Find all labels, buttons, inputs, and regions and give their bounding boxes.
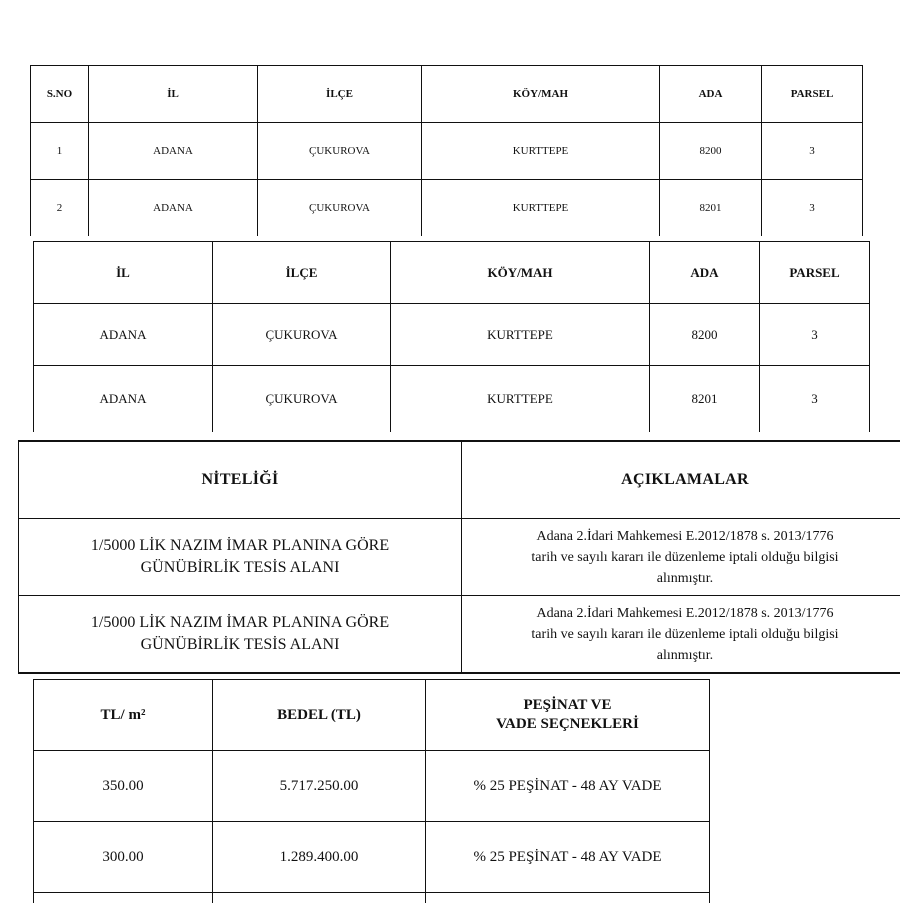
header-ada: ADA [660, 66, 762, 123]
header-koy-mah: KÖY/MAH [422, 66, 660, 123]
cell-ilce: ÇUKUROVA [258, 123, 422, 180]
niteligi-line: 1/5000 LİK NAZIM İMAR PLANINA GÖRE [19, 535, 461, 557]
aciklama-line: alınmıştır. [466, 645, 900, 666]
cell-koy-mah: KURTTEPE [391, 304, 650, 366]
table-row [34, 366, 870, 433]
cell-sno: 2 [31, 180, 89, 237]
cell-ada: 8201 [650, 366, 760, 433]
cell-il: ADANA [89, 180, 258, 237]
aciklama-line: Adana 2.İdari Mahkemesi E.2012/1878 s. 2013/1776 [466, 526, 900, 547]
header-parsel: PARSEL [762, 66, 863, 123]
cell-parsel: 3 [760, 366, 870, 433]
header-bedel: BEDEL (TL) [213, 680, 426, 751]
price-table [33, 679, 710, 903]
cell-ilce: ÇUKUROVA [258, 180, 422, 237]
cell-pesinat-vade: % 25 PEŞİNAT - 48 AY VADE [426, 751, 710, 822]
table-header-row [19, 441, 900, 519]
cell-tl-m2: 350.00 [34, 751, 213, 822]
table-row [34, 751, 710, 822]
cell-koy-mah: KURTTEPE [422, 180, 660, 237]
cell-koy-mah: KURTTEPE [422, 123, 660, 180]
niteligi-line: GÜNÜBİRLİK TESİS ALANI [19, 557, 461, 579]
niteligi-line: GÜNÜBİRLİK TESİS ALANI [19, 634, 461, 656]
table-row [34, 304, 870, 366]
cell-niteligi [19, 596, 462, 674]
cell-il: ADANA [34, 366, 213, 433]
cell-koy-mah: KURTTEPE [391, 366, 650, 433]
cell-il: ADANA [34, 304, 213, 366]
cell-empty [426, 893, 710, 903]
header-tl-m2: TL/ m² [34, 680, 213, 751]
cell-parsel: 3 [762, 180, 863, 237]
cell-bedel: 5.717.250.00 [213, 751, 426, 822]
header-il: İL [89, 66, 258, 123]
cell-empty [34, 893, 213, 903]
cell-ilce: ÇUKUROVA [213, 366, 391, 433]
cell-ilce: ÇUKUROVA [213, 304, 391, 366]
cell-parsel: 3 [760, 304, 870, 366]
description-table [18, 440, 900, 674]
cell-bedel: 1.289.400.00 [213, 822, 426, 893]
table-row [19, 596, 900, 674]
header-ilce: İLÇE [258, 66, 422, 123]
parcel-table-1 [30, 65, 863, 236]
cell-tl-m2: 300.00 [34, 822, 213, 893]
parcel-table-2 [33, 241, 870, 432]
header-ada: ADA [650, 242, 760, 304]
table-row [31, 180, 863, 237]
cell-ada: 8200 [650, 304, 760, 366]
table-row [34, 822, 710, 893]
cell-parsel: 3 [762, 123, 863, 180]
header-niteligi: NİTELİĞİ [19, 441, 462, 519]
table-row [31, 123, 863, 180]
niteligi-line: 1/5000 LİK NAZIM İMAR PLANINA GÖRE [19, 612, 461, 634]
table-header-row [34, 680, 710, 751]
table-row [19, 519, 900, 596]
cell-ada: 8201 [660, 180, 762, 237]
table-row-partial [34, 893, 710, 903]
aciklama-line: tarih ve sayılı kararı ile düzenleme iptali olduğu bilgisi [466, 624, 900, 645]
cell-empty [213, 893, 426, 903]
header-parsel: PARSEL [760, 242, 870, 304]
header-aciklamalar: AÇIKLAMALAR [462, 441, 900, 519]
table-header-row [31, 66, 863, 123]
cell-il: ADANA [89, 123, 258, 180]
aciklama-line: Adana 2.İdari Mahkemesi E.2012/1878 s. 2013/1776 [466, 603, 900, 624]
table-header-row [34, 242, 870, 304]
header-koy-mah: KÖY/MAH [391, 242, 650, 304]
cell-aciklama [462, 519, 900, 596]
aciklama-line: tarih ve sayılı kararı ile düzenleme iptali olduğu bilgisi [466, 547, 900, 568]
header-il: İL [34, 242, 213, 304]
cell-aciklama [462, 596, 900, 674]
cell-sno: 1 [31, 123, 89, 180]
cell-ada: 8200 [660, 123, 762, 180]
cell-niteligi [19, 519, 462, 596]
cell-pesinat-vade: % 25 PEŞİNAT - 48 AY VADE [426, 822, 710, 893]
header-sno: S.NO [31, 66, 89, 123]
header-pesinat-line: PEŞİNAT VE [426, 696, 709, 715]
header-vade-line: VADE SEÇNEKLERİ [426, 715, 709, 734]
aciklama-line: alınmıştır. [466, 568, 900, 589]
header-ilce: İLÇE [213, 242, 391, 304]
header-pesinat-vade [426, 680, 710, 751]
